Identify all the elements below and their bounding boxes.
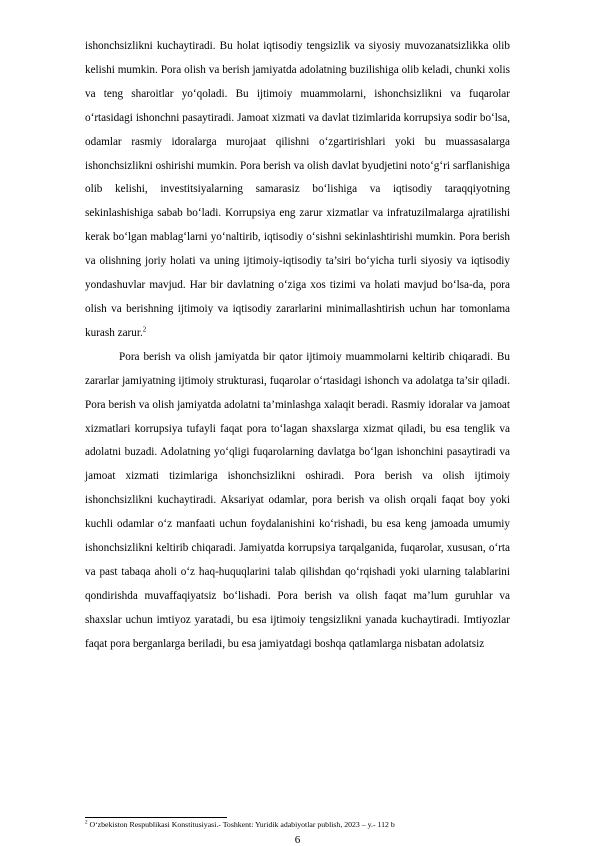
paragraph: [85, 346, 510, 657]
paragraph-text: Pora berish va olish jamiyatda bir qator ijtimoiy muammolarni keltirib chiqaradi. Bu zararlar jamiyatning ijtimoiy strukturasi, fuqarolar o‘rtasidagi ishonch va adolatga ta’sir qiladi. Pora berish va olish jamiyatda adolatni ta’minlashga xalaqit beradi. Rasmiy idoralar va jamoat xizmatlari korrupsiya tufayli faqat pora to‘lagan shaxslarga xizmat qiladi, bu esa tenglik va adolatni buzadi. Adolatning yo‘qligi fuqarolarning davlatga bo‘lgan ishonchini pasaytiradi va jamoat xizmati tizimlariga ishonchsizlikni oshiradi. Pora berish va olish ijtimoiy ishonchsizlikni kuchaytiradi. Aksariyat odamlar, pora berish va olish orqali faqat boy yoki kuchli odamlar o‘z manfaati uchun foydalanishini ko‘rishadi, bu esa keng jamoada umumiy ishonchsizlikni keltirib chiqaradi. Jamiyatda korrupsiya tarqalganida, fuqarolar, xususan, o‘rta va past tabaqa aholi o‘z haq-huquqlarini talab qilishdan qo‘rqishadi yoki ularning talablarini qondirishda muvaffaqiyatsiz bo‘lishadi. Pora berish va olish faqat ma’lum guruhlar va shaxslar uchun imtiyoz yaratadi, bu esa ijtimoiy tengsizlikni yanada kuchaytiradi. Imtiyozlar faqat pora berganlarga beriladi, bu esa jamiyatdagi boshqa qatlamlarga nisbatan adolatsiz: [85, 350, 510, 650]
footnote: [85, 820, 510, 830]
body-text: [85, 35, 510, 657]
footnote-number: 2: [85, 820, 88, 826]
footnote-separator: [85, 817, 227, 818]
footnote-text: O‘zbekiston Respublikasi Konstitusiyasi.- Toshkent: Yuridik adabiyotlar publish, 2023 – y.- 112 b: [89, 820, 395, 829]
paragraph-text: ishonchsizlikni kuchaytiradi. Bu holat iqtisodiy tengsizlik va siyosiy muvozanatsizlikka olib kelishi mumkin. Pora olish va berish jamiyatda adolatning buzilishiga olib keladi, chunki xolis va teng sharoitlar yo‘qoladi. Bu ijtimoiy muammolarni, ishonchsizlikni va fuqarolar o‘rtasidagi ishonchni pasaytiradi. Jamoat xizmati va davlat tizimlarida korrupsiya sodir bo‘lsa, odamlar rasmiy idoralarga murojaat qilishni o‘zgartirishlari yoki bu muassasalarga ishonchsizlikni oshirishi mumkin. Pora berish va olish davlat byudjetini noto‘g‘ri sarflanishiga olib kelishi, investitsiyalarning samarasiz bo‘lishiga va iqtisodiy taraqqiyotning sekinlashishiga sabab bo‘ladi. Korrupsiya eng zarur xizmatlar va infratuzilmalarga ajratilishi kerak bo‘lgan mablag‘larni yo‘naltirib, iqtisodiy o‘sishni sekinlashtirishi mumkin. Pora berish va olishning joriy holati va uning ijtimoiy-iqtisodiy ta’siri bo‘yicha turli siyosiy va iqtisodiy yondashuvlar mavjud. Har bir davlatning o‘ziga xos tizimi va holati mavjud bo‘lsa-da, pora olish va berishning ijtimoiy va iqtisodiy zararlarini minimallashtirish uchun har tomonlama kurash zarur.: [85, 40, 510, 339]
page-number: 6: [294, 834, 301, 846]
footnote-reference[interactable]: 2: [142, 325, 147, 334]
paragraph-continued: [85, 35, 510, 346]
